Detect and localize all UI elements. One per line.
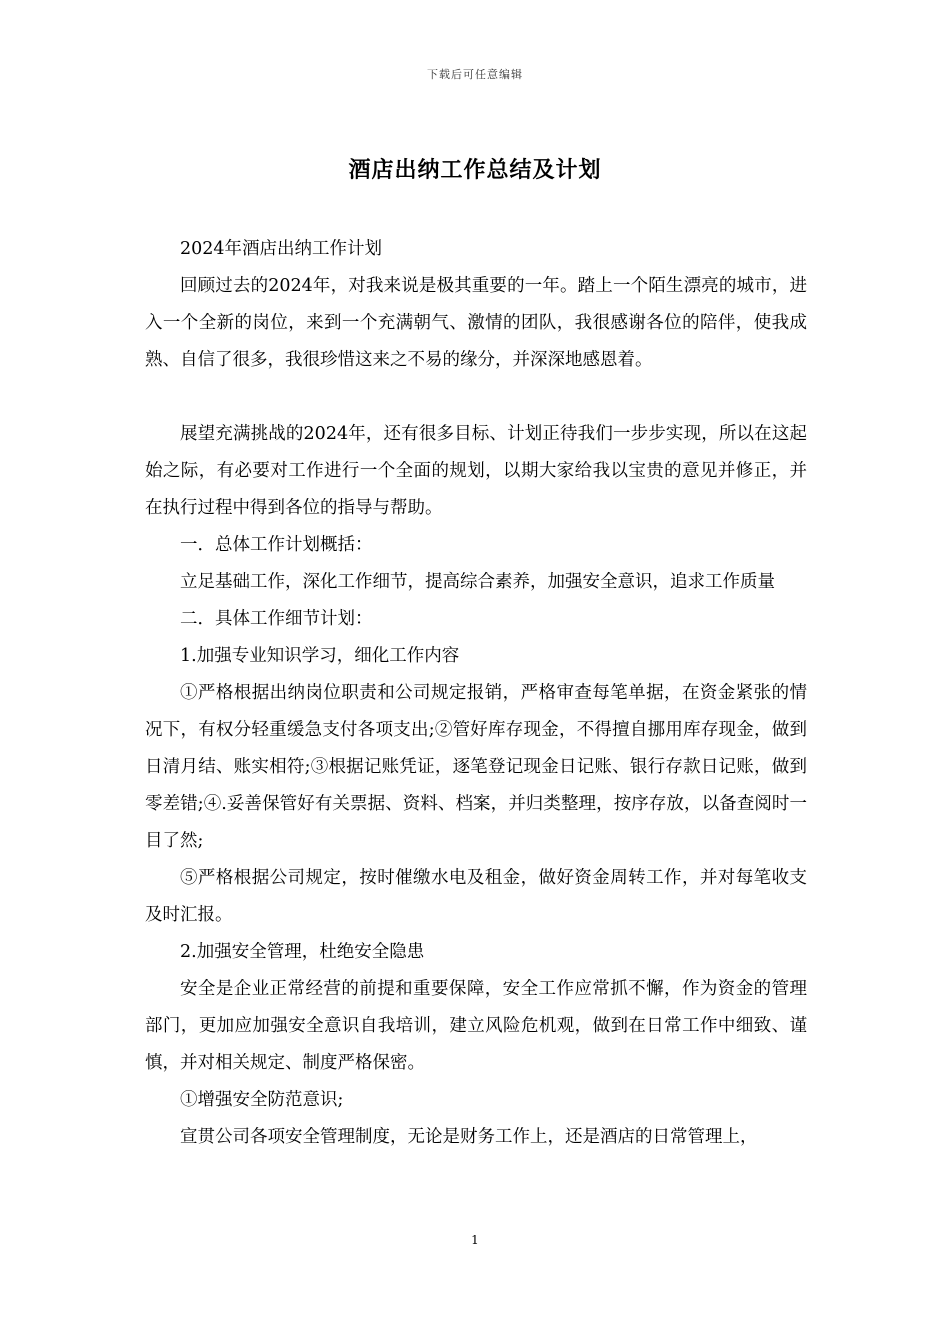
paragraph-plan-heading: 2024年酒店出纳工作计划 [180,239,383,259]
subsection-heading-knowledge: 1.加强专业知识学习，细化工作内容 [180,646,460,666]
paragraph-safety: 安全是企业正常经营的前提和重要保障，安全工作应常抓不懈，作为资金的管理部门，更加应加强安全意识自我培训，建立风险危机观，做到在日常工作中细致、谨慎，并对相关规定、制度严格保密。 [145,979,807,1073]
document-body [145,231,807,1156]
paragraph-policy: 宣贯公司各项安全管理制度，无论是财务工作上，还是酒店的日常管理上， [180,1127,758,1147]
paragraph-safety-awareness: ①增强安全防范意识; [180,1090,344,1110]
paragraph-outlook: 展望充满挑战的2024年，还有很多目标、计划正待我们一步步实现，所以在这起始之际，有必要对工作进行一个全面的规划，以期大家给我以宝贵的意见并修正，并在执行过程中得到各位的指导与帮助。 [145,424,807,518]
header-note: 下载后可任意编辑 [427,68,523,81]
paragraph-review: 回顾过去的2024年，对我来说是极其重要的一年。踏上一个陌生漂亮的城市，进入一个全新的岗位，来到一个充满朝气、激情的团队，我很感谢各位的陪伴，使我成熟、自信了很多，我很珍惜这来之不易的缘分，并深深地感恩着。 [145,276,807,370]
subsection-heading-safety: 2.加强安全管理，杜绝安全隐患 [180,942,425,962]
page-number: 1 [471,1233,479,1247]
paragraph-duties: ①严格根据出纳岗位职责和公司规定报销，严格审查每笔单据，在资金紧张的情况下，有权分轻重缓急支付各项支出;②管好库存现金，不得擅自挪用库存现金，做到日清月结、账实相符;③根据记账凭证，逐笔登记现金日记账、银行存款日记账，做到零差错;④.妥善保管好有关票据、资料、档案，并归类整理，按序存放，以备查阅时一目了然; [145,683,807,851]
paragraph-collection: ⑤严格根据公司规定，按时催缴水电及租金，做好资金周转工作，并对每笔收支及时汇报。 [145,868,807,925]
section-heading-overall: 一．总体工作计划概括： [180,535,373,555]
document-title: 酒店出纳工作总结及计划 [348,157,602,183]
section-heading-detailed: 二．具体工作细节计划： [180,609,373,629]
paragraph-overall-summary: 立足基础工作，深化工作细节，提高综合素养，加强安全意识，追求工作质量 [180,572,775,592]
